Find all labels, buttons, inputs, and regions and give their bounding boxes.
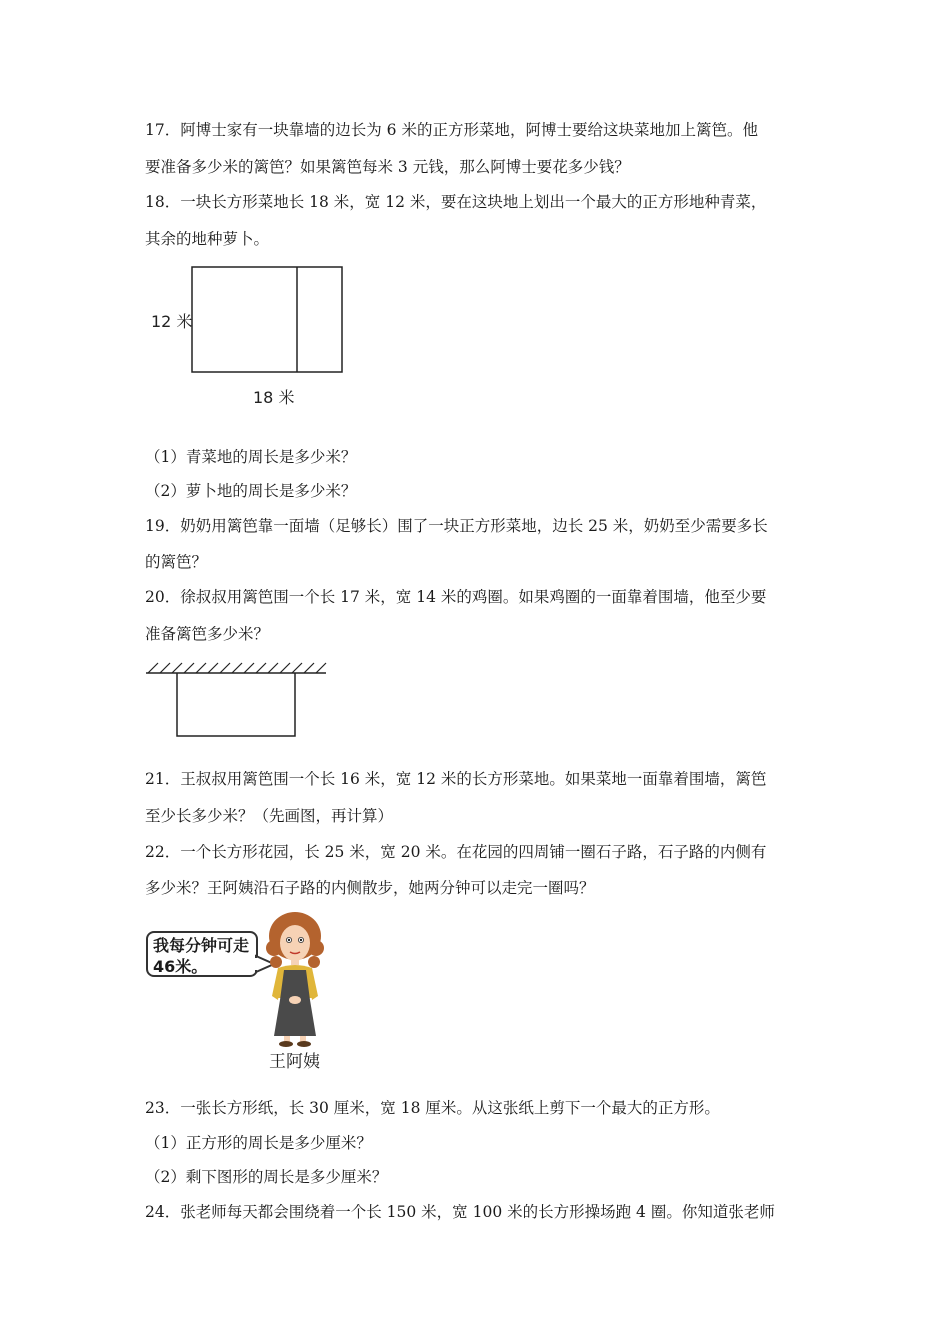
q19-text-line1: 19．奶奶用篱笆靠一面墙（足够长）围了一块正方形菜地，边长 25 米，奶奶至少需要多长 — [145, 517, 768, 535]
q20-text-line1: 20．徐叔叔用篱笆围一个长 17 米，宽 14 米的鸡圈。如果鸡圈的一面靠着围墙，他至少要 — [145, 588, 767, 606]
q18-length-label: 18 米 — [253, 388, 295, 407]
q23-sub1: （1）正方形的周长是多少厘米？ — [145, 1134, 372, 1152]
speech-bubble — [146, 931, 258, 977]
q22-text-line2: 多少米？王阿姨沿石子路的内侧散步，她两分钟可以走完一圈吗？ — [145, 879, 595, 897]
q23-text-line1: 23．一张长方形纸，长 30 厘米，宽 18 厘米。从这张纸上剪下一个最大的正方形。 — [145, 1099, 720, 1117]
q24-text-line1: 24．张老师每天都会围绕着一个长 150 米，宽 100 米的长方形操场跑 4 圈。你知道张老师 — [145, 1203, 775, 1221]
q21-text-line1: 21．王叔叔用篱笆围一个长 16 米，宽 12 米的长方形菜地。如果菜地一面靠着围墙，篱笆 — [145, 770, 767, 788]
q18-rectangle-figure — [190, 265, 344, 375]
q21-text-line2: 至少长多少米？（先画图，再计算） — [145, 807, 394, 825]
q18-sub2: （2）萝卜地的周长是多少米？ — [145, 482, 357, 500]
q18-width-label: 12 米 — [151, 312, 193, 331]
q18-field-rect — [192, 267, 342, 372]
q19-text-line2: 的篱笆？ — [145, 553, 208, 571]
q18-text-line2: 其余的地种萝卜。 — [145, 230, 270, 248]
q23-sub2: （2）剩下图形的周长是多少厘米？ — [145, 1168, 388, 1186]
face-shape — [280, 925, 310, 961]
q20-text-line2: 准备篱笆多少米？ — [145, 625, 270, 643]
q18-text-line1: 18．一块长方形菜地长 18 米，宽 12 米，要在这块地上划出一个最大的正方形地种青菜， — [145, 193, 767, 211]
speech-bubble-line2: 46米。 — [153, 957, 208, 976]
person-name-label: 王阿姨 — [269, 1052, 320, 1072]
q17-text-line2: 要准备多少米的篱笆？如果篱笆每米 3 元钱，那么阿博士要花多少钱？ — [145, 158, 630, 176]
q22-text-line1: 22．一个长方形花园，长 25 米，宽 20 米。在花园的四周铺一圈石子路，石子路的内侧有 — [145, 843, 767, 861]
q20-wall-hatch — [148, 663, 326, 673]
q18-sub1: （1）青菜地的周长是多少米？ — [145, 448, 357, 466]
speech-bubble-line1: 我每分钟可走 — [153, 936, 250, 955]
q17-text-line1: 17．阿博士家有一块靠墙的边长为 6 米的正方形菜地，阿博士要给这块菜地加上篱笆。他 — [145, 121, 758, 139]
woman-illustration — [262, 908, 334, 1048]
q20-wall-figure — [144, 660, 330, 740]
q20-coop-rect — [177, 673, 295, 736]
